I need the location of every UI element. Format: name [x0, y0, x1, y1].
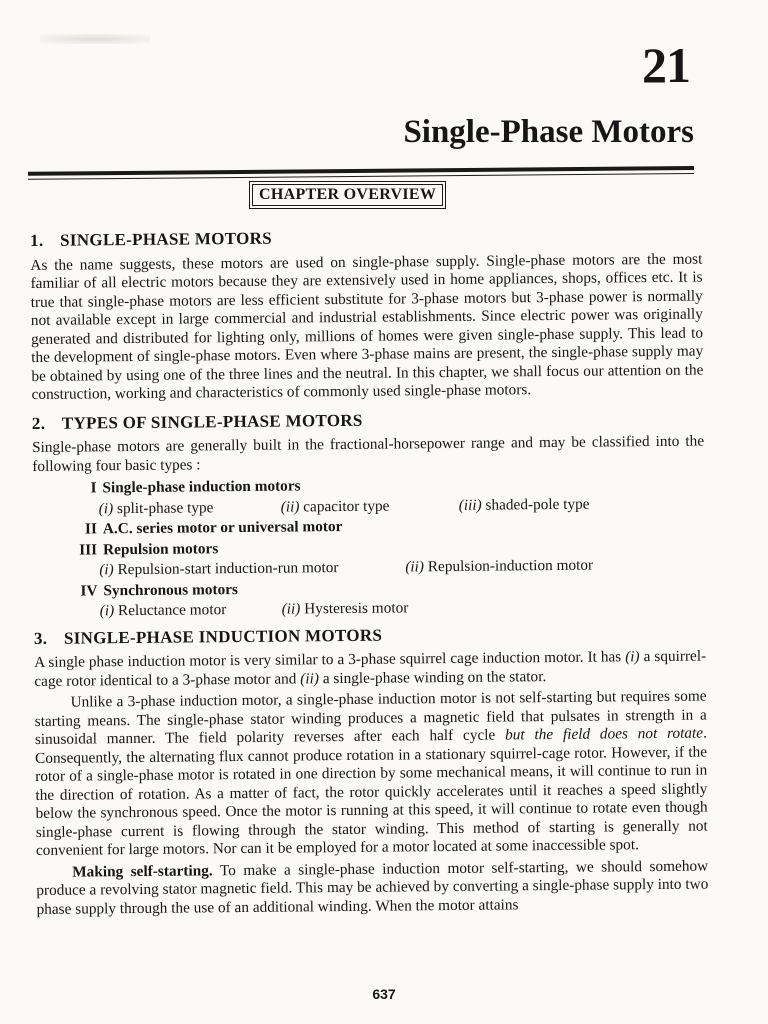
subtype-label: (ii) [280, 497, 300, 516]
subtype-item [99, 498, 281, 518]
paper-smudge [40, 34, 150, 44]
type-name: Repulsion motors [103, 539, 219, 558]
subtype-row [100, 597, 706, 621]
text-run-bold: Making self-starting. [72, 861, 213, 881]
motor-types-list [32, 474, 705, 622]
text-run: a single-phase winding on the stator. [318, 667, 547, 687]
subtype-item [99, 558, 405, 579]
type-name: Synchronous motors [103, 580, 239, 599]
subtype-text: Reluctance motor [117, 601, 227, 620]
text-run: a squirrel-cage rotor identical to a 3-phase motor and [34, 647, 707, 690]
type-name: Single-phase induction motors [102, 477, 301, 497]
section-title: SINGLE-PHASE INDUCTION MOTORS [63, 625, 383, 648]
subtype-text: Repulsion-start induction-run motor [117, 559, 339, 579]
type-roman: II [84, 520, 97, 538]
section-3-paragraph-2 [34, 688, 708, 861]
subtype-item [459, 495, 590, 515]
subtype-label: (i) [99, 602, 115, 620]
subtype-item [100, 601, 282, 621]
section-1-paragraph: As the name suggests, these motors are used on single-phase supply. Single-phase motors are the most familiar of all electric motors because they are extensively used in home appliances, shops, offices etc. It is true that single-phase motors are less efficient substitute for 3-phase motors but 3-phase power is normally not available except in large commercial and industrial establishments. Since electric power was originally generated and distributed for lighting only, millions of homes were given single-phase supply. This lead to the development of single-phase motors. Even where 3-phase mains are present, the single-phase supply may be obtained by using one of the three lines and the neutral. In this chapter, we shall focus our attention on the construction, working and characteristics of commonly used single-phase motors. [30, 250, 704, 403]
subtype-label: (ii) [405, 558, 425, 576]
type-roman: I [90, 479, 97, 497]
subtype-item [281, 496, 459, 516]
text-run: To make a single-phase induction motor self-starting, we should somehow produce a revolving stator magnetic field. This may be achieved by converting a single-phase supply into two phase supply through the use of an additional winding. When the motor attains [36, 857, 709, 918]
subtype-text: capacitor type [303, 497, 390, 515]
section-2-paragraph: Single-phase motors are generally built in the fractional-horsepower range and may be classified into the following four basic types : [32, 432, 705, 475]
chapter-title: Single-Phase Motors [403, 114, 694, 150]
subtype-label: (iii) [458, 496, 482, 514]
text-run: A single phase induction motor is very similar to a 3-phase squirrel cage induction motor. It has [34, 648, 626, 671]
section-number: 1. [30, 230, 44, 250]
page-body [30, 222, 709, 919]
text-run-italic: (i) [625, 648, 640, 666]
section-number: 3. [33, 628, 48, 648]
type-roman: III [79, 540, 98, 559]
subtype-text: shaded-pole type [485, 495, 590, 514]
subtype-text: Repulsion-induction motor [427, 556, 594, 576]
section-3-heading [34, 623, 706, 648]
section-title: TYPES OF SINGLE-PHASE MOTORS [61, 410, 363, 433]
text-run: Unlike a 3-phase induction motor, a single-phase induction motor is not self-starting but requires some starting means. The single-phase stator winding produces a magnetic field that pulsates in strength in a sinusoidal manner. The field polarity reverses after each half cycle [34, 687, 707, 748]
section-3-paragraph-1 [34, 648, 706, 691]
page-number: 637 [372, 986, 396, 1002]
text-run-italic: (ii) [300, 669, 320, 687]
section-title: SINGLE-PHASE MOTORS [60, 228, 272, 250]
subtype-text: Hysteresis motor [304, 599, 409, 618]
subtype-label: (i) [99, 561, 114, 579]
text-run-italic: but the field does not rotate [504, 724, 704, 744]
subtype-label: (ii) [281, 600, 301, 618]
section-2-heading [32, 408, 704, 433]
subtype-item [405, 557, 593, 577]
section-number: 2. [31, 413, 46, 433]
subtype-text: split-phase type [116, 498, 214, 517]
chapter-overview-label: CHAPTER OVERVIEW [252, 184, 443, 206]
type-name: A.C. series motor or universal motor [102, 518, 343, 538]
subtype-item [282, 599, 409, 619]
text-run: . Consequently, the alternating flux cannot produce rotation in a stationary squirrel-cage rotor. However, if the rotor of a single-phase motor is rotated in one direction by some mechanical means, it will continue to run in the direction of rotation. As a matter of fact, the rotor quickly accelerates until it reaches a speed slightly below the synchronous speed. Once the motor is running at this speed, it will continue to rotate even though single-phase current is flowing through the stator winding. This method of starting is generally not convenient for large motors. Nor can it be employed for a motor located at some inaccessible spot. [35, 724, 708, 859]
chapter-number: 21 [642, 37, 690, 93]
section-3-paragraph-3 [36, 857, 709, 919]
type-roman: IV [80, 581, 98, 600]
section-1-heading [30, 226, 702, 251]
subtype-label: (i) [98, 499, 114, 517]
